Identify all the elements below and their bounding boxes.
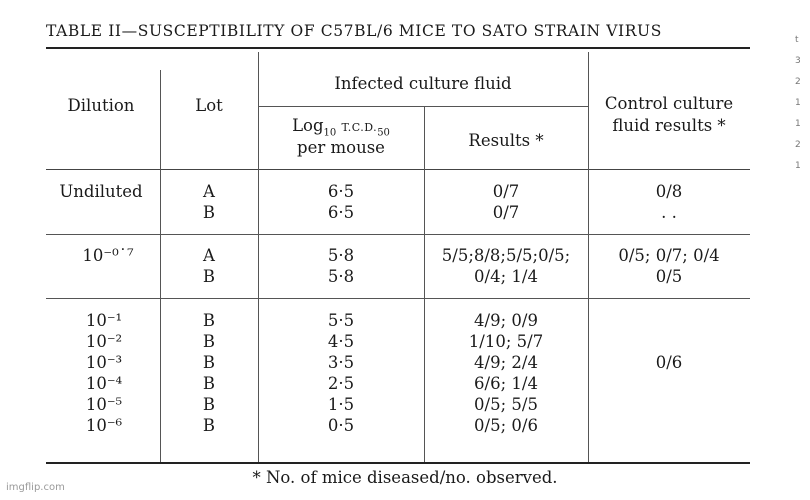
control-cell: 0/8 (655, 182, 683, 201)
lot-cell: B (202, 353, 216, 372)
top-rule (46, 47, 750, 49)
header-results: Results * (468, 131, 544, 150)
watermark: imgflip.com (6, 482, 65, 493)
bottom-rule (46, 462, 750, 464)
side-mark: 1 (795, 119, 801, 129)
cropped-side-text (795, 30, 801, 177)
group3-results (469, 310, 543, 436)
header-infected-group: Infected culture fluid (334, 74, 512, 93)
lot-cell: B (202, 267, 216, 286)
lot-cell: B (202, 416, 216, 435)
log-cell: 6·5 (327, 203, 355, 222)
control-cell: . . (661, 203, 677, 222)
group2-control (618, 245, 719, 287)
footnote: * No. of mice diseased/no. observed. (252, 468, 558, 487)
group1-control (656, 181, 683, 223)
side-mark: 1 (795, 98, 801, 108)
dilution-cell: 10⁻³ (85, 353, 123, 372)
lot-cell: B (202, 374, 216, 393)
lot-cell: B (202, 311, 216, 330)
results-cell: 0/5; 0/6 (474, 416, 538, 435)
results-cell: 5/5;8/8;5/5;0/5; (441, 246, 571, 265)
group-separator-2 (46, 298, 750, 299)
group1-lot (203, 181, 215, 223)
dilution-cell: Undiluted (59, 182, 143, 201)
control-cell: 0/5 (655, 267, 683, 286)
group2-results (442, 245, 570, 287)
col-divider-lot-log (258, 52, 259, 462)
log-label: Log (292, 116, 324, 135)
header-lot: Lot (195, 96, 223, 115)
side-mark: 3 (795, 56, 801, 66)
log-cell: 5·8 (327, 267, 355, 286)
results-cell: 6/6; 1/4 (474, 374, 538, 393)
group-separator-1 (46, 234, 750, 235)
group2-dilution (82, 245, 133, 266)
lot-cell: B (202, 395, 216, 414)
group3-control (656, 352, 683, 373)
group1-dilution (59, 181, 142, 202)
group2-lot (203, 245, 215, 287)
results-cell: 1/10; 5/7 (468, 332, 544, 351)
side-mark: t (795, 35, 799, 45)
col-divider-log-results (424, 107, 425, 462)
header-dilution: Dilution (67, 96, 135, 115)
group3-log (328, 310, 354, 436)
results-cell: 0/5; 5/5 (474, 395, 538, 414)
tcd-subscript: 50 (377, 127, 390, 139)
log-cell: 2·5 (327, 374, 355, 393)
group1-log (328, 181, 354, 223)
log-cell: 1·5 (327, 395, 355, 414)
table-title: TABLE II—SUSCEPTIBILITY OF C57BL/6 MICE TO SATO STRAIN VIRUS (46, 22, 662, 40)
log-cell: 4·5 (327, 332, 355, 351)
side-mark: 1 (795, 161, 801, 171)
results-cell: 0/4; 1/4 (474, 267, 538, 286)
control-cell: 0/6 (655, 353, 683, 372)
dilution-cell: 10⁻⁵ (85, 395, 123, 414)
infected-group-underline (258, 106, 588, 107)
group2-log (328, 245, 354, 287)
log-cell: 5·8 (327, 246, 355, 265)
dilution-cell: 10⁻¹ (85, 311, 123, 330)
dilution-cell: 10⁻⁴ (85, 374, 123, 393)
log-cell: 5·5 (327, 311, 355, 330)
lot-cell: B (202, 203, 216, 222)
col-divider-dilution-lot (160, 70, 161, 462)
dilution-cell: 10⁻⁶ (85, 416, 123, 435)
results-cell: 0/7 (492, 203, 520, 222)
header-log-tcd (292, 116, 390, 138)
lot-cell: A (203, 246, 215, 265)
header-log-line2: per mouse (297, 138, 385, 157)
lot-cell: A (203, 182, 215, 201)
group3-lot (203, 310, 215, 436)
dilution-cell: 10⁻² (85, 332, 123, 351)
log-cell: 3·5 (327, 353, 355, 372)
log-cell: 6·5 (327, 182, 355, 201)
col-divider-results-control (588, 52, 589, 462)
tcd-label: T.C.D. (341, 121, 378, 134)
lot-cell: B (202, 332, 216, 351)
header-control-line2: fluid results * (612, 116, 726, 135)
dilution-cell: 10⁻⁰˙⁷ (82, 246, 134, 265)
header-control-line1: Control culture (604, 94, 734, 113)
results-cell: 0/7 (492, 182, 520, 201)
results-cell: 4/9; 2/4 (474, 353, 538, 372)
side-mark: 2 (795, 140, 801, 150)
log-subscript: 10 (323, 127, 337, 139)
group3-dilution (86, 310, 122, 436)
header-bottom-rule (46, 169, 750, 170)
log-cell: 0·5 (327, 416, 355, 435)
side-mark: 2 (795, 77, 801, 87)
results-cell: 4/9; 0/9 (474, 311, 538, 330)
control-cell: 0/5; 0/7; 0/4 (618, 246, 720, 265)
group1-results (493, 181, 520, 223)
